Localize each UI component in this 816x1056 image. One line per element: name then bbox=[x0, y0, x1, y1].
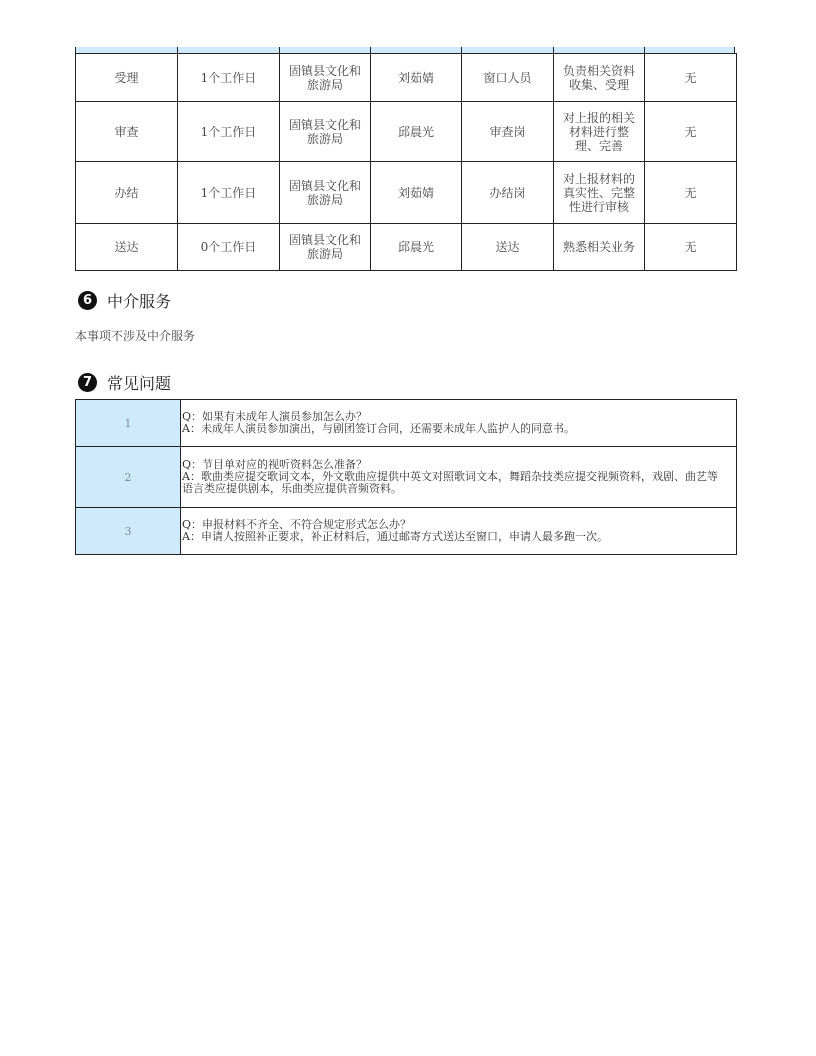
person-cell: 刘茹婧 bbox=[371, 54, 462, 102]
step-cell: 审查 bbox=[76, 102, 178, 162]
org-cell: 固镇县文化和旅游局 bbox=[280, 162, 371, 224]
post-cell: 审查岗 bbox=[462, 102, 554, 162]
faq-question: Q：申报材料不齐全、不符合规定形式怎么办？ bbox=[182, 518, 412, 531]
time-cell: 0个工作日 bbox=[178, 224, 280, 271]
org-cell: 固镇县文化和旅游局 bbox=[280, 54, 371, 102]
faq-question: Q：如果有未成年人演员参加怎么办？ bbox=[182, 410, 368, 423]
person-cell: 邱晨光 bbox=[371, 102, 462, 162]
time-cell: 1个工作日 bbox=[178, 54, 280, 102]
table-row bbox=[76, 224, 737, 271]
duty-cell: 对上报的相关材料进行整理、完善 bbox=[554, 102, 645, 162]
table-row bbox=[76, 54, 737, 102]
step-cell: 办结 bbox=[76, 162, 178, 224]
table-row bbox=[76, 447, 737, 508]
table-row bbox=[76, 400, 737, 447]
section-title: 常见问题 bbox=[107, 374, 172, 393]
time-cell: 1个工作日 bbox=[178, 162, 280, 224]
faq-entry bbox=[181, 508, 737, 555]
post-cell: 窗口人员 bbox=[462, 54, 554, 102]
step-cell: 受理 bbox=[76, 54, 178, 102]
org-cell: 固镇县文化和旅游局 bbox=[280, 102, 371, 162]
duty-cell: 负责相关资料收集、受理 bbox=[554, 54, 645, 102]
faq-index: 1 bbox=[76, 400, 181, 447]
remark-cell: 无 bbox=[645, 102, 737, 162]
faq-table bbox=[75, 399, 737, 555]
table-row bbox=[76, 102, 737, 162]
faq-entry bbox=[181, 447, 737, 508]
step-cell: 送达 bbox=[76, 224, 178, 271]
section-title: 中介服务 bbox=[107, 292, 172, 311]
faq-entry bbox=[181, 400, 737, 447]
faq-index: 2 bbox=[76, 447, 181, 508]
faq-question: Q：节目单对应的视听资料怎么准备？ bbox=[182, 458, 368, 471]
faq-answer: A：申请人按照补正要求，补正材料后，通过邮寄方式送达至窗口，申请人最多跑一次。 bbox=[182, 530, 608, 543]
post-cell: 办结岗 bbox=[462, 162, 554, 224]
faq-answer: A：未成年人演员参加演出，与剧团签订合同，还需要未成年人监护人的同意书。 bbox=[182, 422, 575, 435]
person-cell: 邱晨光 bbox=[371, 224, 462, 271]
remark-cell: 无 bbox=[645, 54, 737, 102]
remark-cell: 无 bbox=[645, 162, 737, 224]
org-cell: 固镇县文化和旅游局 bbox=[280, 224, 371, 271]
duty-cell: 熟悉相关业务 bbox=[554, 224, 645, 271]
person-cell: 刘茹婧 bbox=[371, 162, 462, 224]
number-circle-icon: 7 bbox=[78, 373, 97, 392]
table-row bbox=[76, 508, 737, 555]
duty-cell: 对上报材料的真实性、完整性进行审核 bbox=[554, 162, 645, 224]
table-row bbox=[76, 162, 737, 224]
section-heading-intermediary bbox=[78, 289, 171, 312]
section-heading-faq bbox=[78, 371, 171, 394]
remark-cell: 无 bbox=[645, 224, 737, 271]
intermediary-note: 本事项不涉及中介服务 bbox=[75, 329, 196, 343]
time-cell: 1个工作日 bbox=[178, 102, 280, 162]
post-cell: 送达 bbox=[462, 224, 554, 271]
faq-answer: A：歌曲类应提交歌词文本，外文歌曲应提供中英文对照歌词文本，舞蹈杂技类应提交视频资料，戏剧、曲艺等语言类应提供剧本，乐曲类应提供音频资料。 bbox=[182, 470, 718, 495]
faq-index: 3 bbox=[76, 508, 181, 555]
process-table bbox=[75, 53, 737, 271]
number-circle-icon: 6 bbox=[78, 291, 97, 310]
